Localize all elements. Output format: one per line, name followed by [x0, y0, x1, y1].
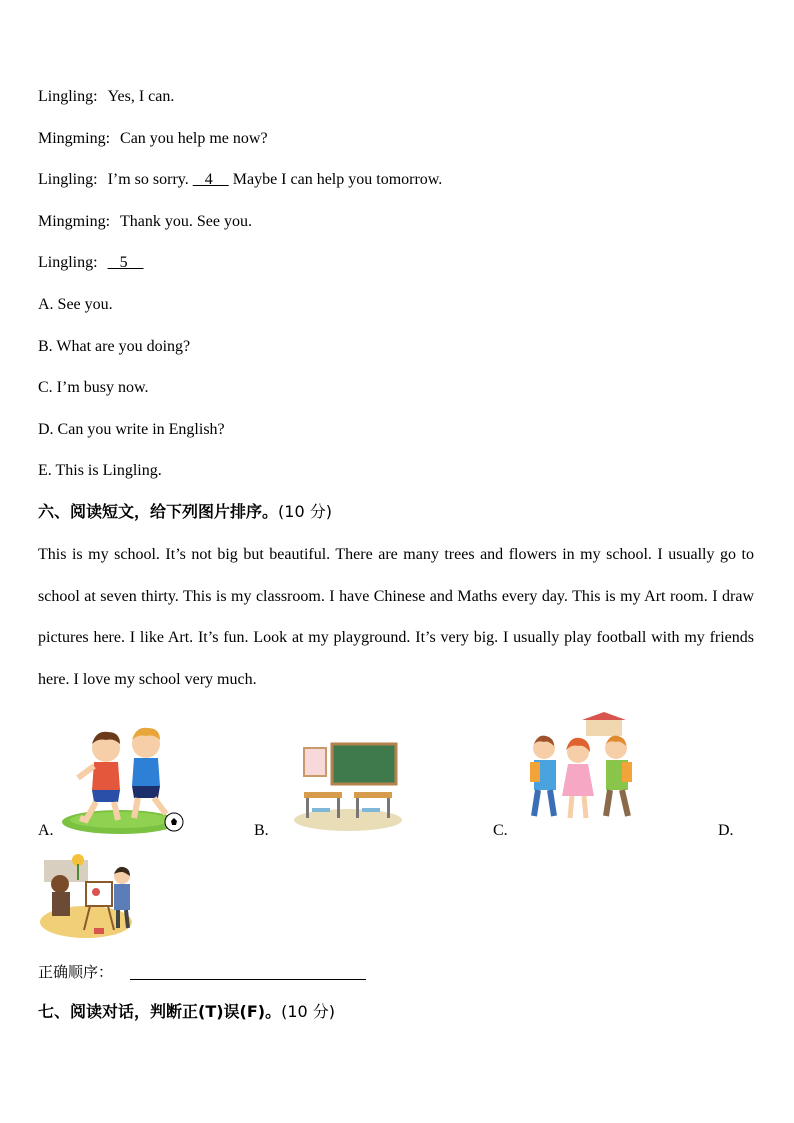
picture-d-label: D. [718, 822, 734, 839]
dialogue-line-3 [38, 170, 442, 190]
section7-score: (10 分) [281, 1002, 336, 1021]
section7-heading [38, 1002, 335, 1022]
dialogue-text: Can you help me now? [120, 130, 268, 147]
order-label: 正确顺序： [38, 963, 114, 981]
option-d: D. Can you write in English? [38, 421, 225, 438]
dialogue-line-1 [38, 87, 174, 107]
picture-b-label: B. [254, 822, 269, 839]
option-e: E. This is Lingling. [38, 462, 162, 479]
speaker: Lingling: [38, 88, 98, 105]
speaker: Mingming: [38, 130, 111, 147]
section6-title: 六、阅读短文，给下列图片排序。 [38, 502, 279, 521]
reading-passage: This is my school. It’s not big but beautiful. There are many trees and flowers in my school. I usually go to school at seven thirty. This is my classroom. I have Chinese and Maths every day. This is my Art room. I draw pictures here. I like Art. It’s fun. Look at my playground. It’s very big. I usually play football with my friends here. I love my school very much. [38, 546, 754, 688]
option-a: A. See you. [38, 296, 113, 313]
picture-a-label: A. [38, 822, 54, 839]
speaker: Lingling: [38, 171, 98, 188]
section6-heading [38, 502, 332, 522]
picture-c-label: C. [493, 822, 508, 839]
option-b: B. What are you doing? [38, 338, 191, 355]
answer-blank-4[interactable]: 4 [192, 171, 229, 188]
dialogue-text: Thank you. See you. [120, 213, 252, 230]
classroom-icon [292, 740, 404, 832]
children-walking-to-school-icon [524, 712, 644, 830]
dialogue-line-2 [38, 129, 268, 149]
dialogue-text: Maybe I can help you tomorrow. [228, 171, 443, 188]
dialogue-text: I’m so sorry. [107, 171, 193, 188]
section7-title: 七、阅读对话，判断正(T)误(F)。 [38, 1002, 282, 1021]
dialogue-text: Yes, I can. [107, 88, 175, 105]
section6-score: (10 分) [278, 502, 332, 521]
art-room-icon [38, 852, 136, 942]
answer-blank-5[interactable]: 5 [107, 254, 144, 271]
boys-playing-football-icon [58, 722, 188, 838]
option-c: C. I’m busy now. [38, 379, 149, 396]
order-answer-blank[interactable] [130, 979, 366, 980]
speaker: Lingling: [38, 254, 98, 271]
dialogue-line-5 [38, 253, 144, 273]
speaker: Mingming: [38, 213, 111, 230]
dialogue-line-4 [38, 212, 252, 232]
